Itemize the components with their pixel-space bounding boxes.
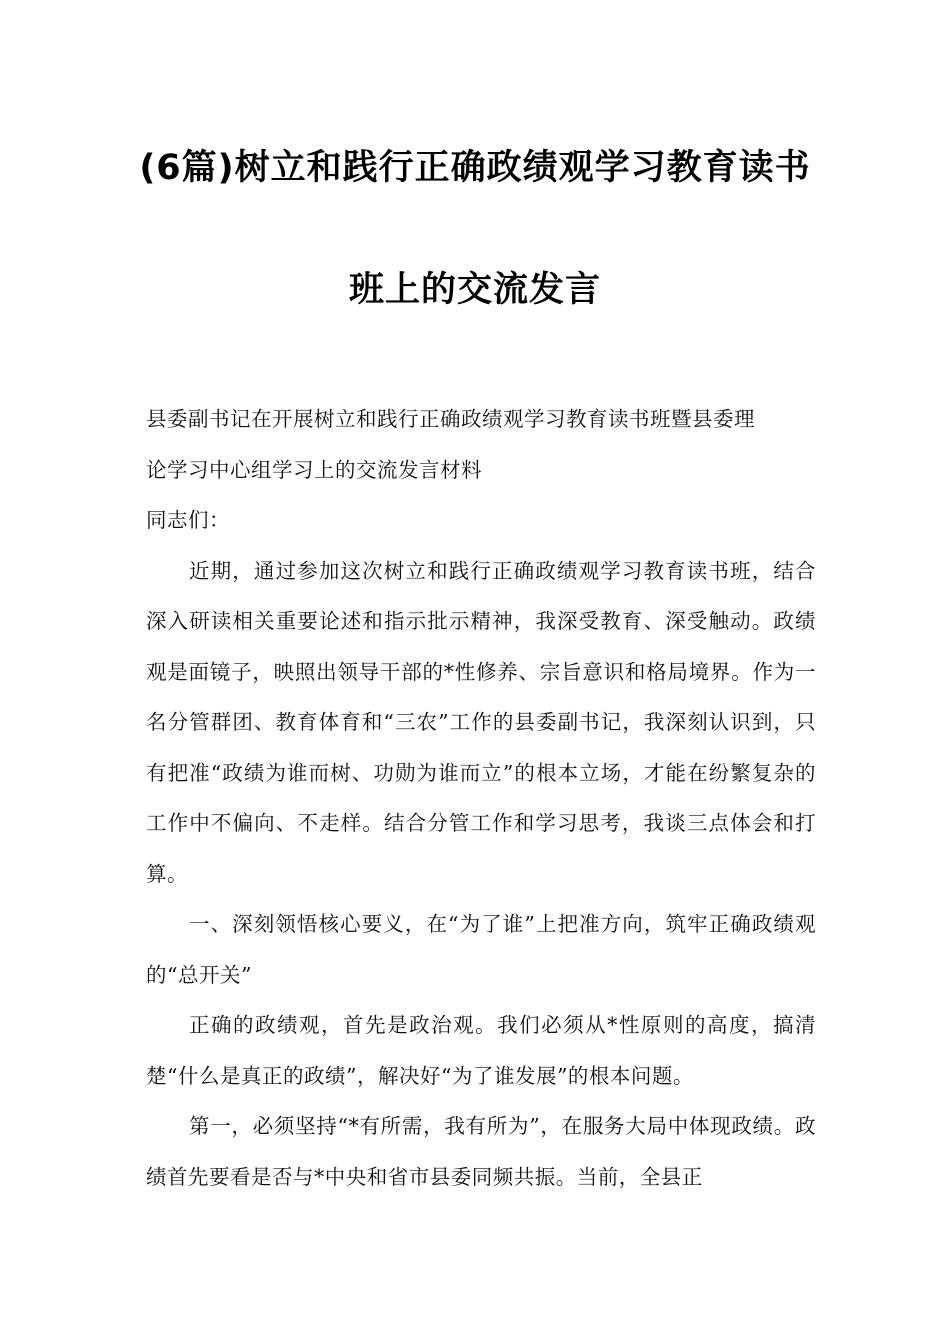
document-title-line-1: (6篇)树立和践行正确政绩观学习教育读书	[139, 148, 811, 188]
paragraph-intro: 近期，通过参加这次树立和践行正确政绩观学习教育读书班，结合深入研读相关重要论述和指示批示精神，我深受教育、深受触动。政绩观是面镜子，映照出领导干部的*性修养、宗旨意识和格局境界。作为一名分管群团、教育体育和“三农”工作的县委副书记，我深刻认识到，只有把准“政绩为谁而树、功勋为谁而立”的根本立场，才能在纷繁复杂的工作中不偏向、不走样。结合分管工作和学习思考，我谈三点体会和打算。	[146, 558, 816, 886]
subtitle-line-2: 论学习中心组学习上的交流发言材料	[146, 457, 482, 482]
paragraph-first-point: 第一，必须坚持“*有所需，我有所为”，在服务大局中体现政绩。政绩首先要看是否与*中央和省市县委同频共振。当前，全县正	[146, 1114, 816, 1189]
salutation: 同志们：	[146, 508, 230, 532]
subtitle-line-1: 县委副书记在开展树立和践行正确政绩观学习教育读书班暨县委理	[146, 407, 755, 431]
paragraph-political-view: 正确的政绩观，首先是政治观。我们必须从*性原则的高度，搞清楚“什么是真正的政绩”，解决好“为了谁发展”的根本问题。	[146, 1013, 816, 1088]
document-body	[146, 394, 816, 1202]
section-heading-1: 一、深刻领悟核心要义，在“为了谁”上把准方向，筑牢正确政绩观的“总开关”	[146, 912, 816, 987]
document-title-line-2: 班上的交流发言	[348, 270, 601, 310]
